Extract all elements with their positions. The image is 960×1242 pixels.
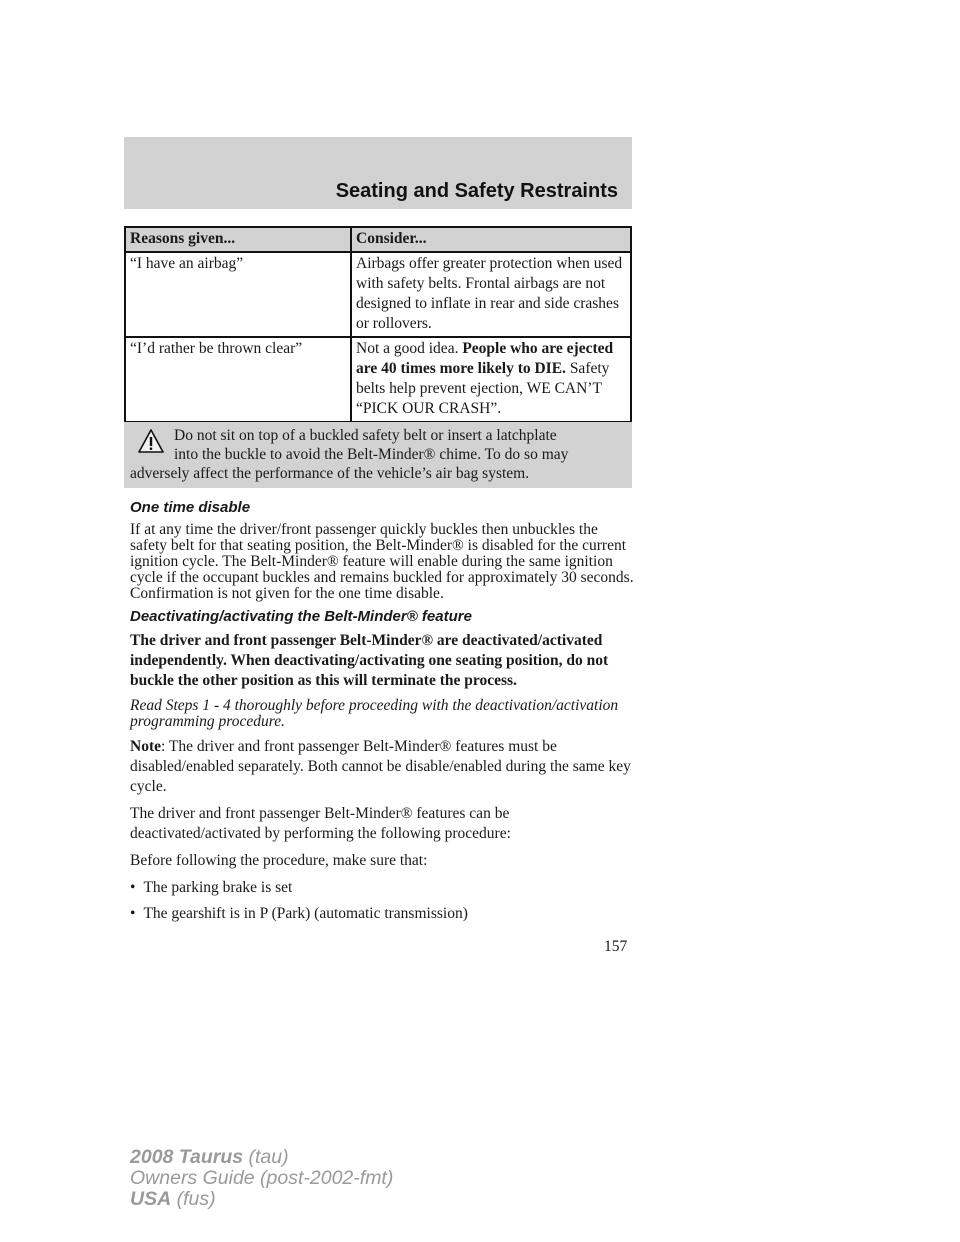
read-steps-para: Read Steps 1 - 4 thoroughly before proceeding with the deactivation/activation programming procedure. bbox=[130, 697, 619, 730]
table-header-row bbox=[125, 227, 631, 252]
bullet-gearshift: The gearshift is in P (Park) (automatic transmission) bbox=[143, 905, 468, 922]
footer-imprint bbox=[130, 1147, 393, 1210]
list-item: • The gearshift is in P (Park) (automatic transmission) bbox=[130, 905, 468, 922]
table-cell-consider: Airbags offer greater protection when used with safety belts. Frontal airbags are not designed to inflate in rear and side crashes or rollovers. bbox=[351, 252, 631, 337]
table-cell-reason: “I have an airbag” bbox=[125, 252, 351, 337]
independent-deactivation-para: The driver and front passenger Belt-Minder® are deactivated/activated independently. When deactivating/activating one seating position, do not buckle the other position as this will terminate the process. bbox=[130, 632, 609, 689]
warning-line-3: adversely affect the performance of the vehicle’s air bag system. bbox=[130, 465, 530, 482]
main-content bbox=[130, 500, 635, 930]
warning-line-2: into the buckle to avoid the Belt-Minder® chime. To do so may bbox=[174, 446, 569, 463]
deactivating-heading: Deactivating/activating the Belt-Minder® feature bbox=[130, 608, 472, 625]
note-label: Note bbox=[130, 738, 161, 755]
reasons-table bbox=[124, 226, 632, 423]
footer-market: USA bbox=[130, 1188, 172, 1210]
page-number: 157 bbox=[604, 938, 628, 955]
table-row bbox=[125, 337, 631, 422]
footer-model: 2008 Taurus bbox=[130, 1146, 244, 1168]
before-procedure-para: Before following the procedure, make sure that: bbox=[130, 852, 428, 869]
table-header-consider: Consider... bbox=[351, 227, 631, 252]
footer-line-2: Owners Guide (post-2002-fmt) bbox=[130, 1167, 394, 1189]
warning-box bbox=[124, 422, 632, 488]
procedure-intro-para: The driver and front passenger Belt-Minder® features can be deactivated/activated by performing the following procedure: bbox=[130, 805, 511, 842]
footer-line-3 bbox=[130, 1189, 393, 1210]
section-header-band bbox=[124, 137, 632, 209]
footer-market-code: (fus) bbox=[171, 1188, 216, 1210]
note-para bbox=[130, 737, 635, 797]
section-title: Seating and Safety Restraints bbox=[335, 180, 618, 202]
footer-model-code: (tau) bbox=[243, 1146, 289, 1168]
warning-line-1: Do not sit on top of a buckled safety belt or insert a latchplate bbox=[174, 427, 557, 444]
note-text: : The driver and front passenger Belt-Minder® features must be disabled/enabled separately. Both cannot be disable/enabled during the same key cycle. bbox=[130, 738, 631, 795]
bullet-parking-brake: The parking brake is set bbox=[143, 879, 293, 896]
footer-line-1 bbox=[130, 1147, 393, 1168]
consider-intro: Not a good idea. bbox=[356, 340, 463, 357]
warning-triangle-icon bbox=[138, 429, 164, 458]
one-time-disable-body: If at any time the driver/front passenger quickly buckles then unbuckles the safety belt for that seating position, the Belt-Minder® is disabled for the current ignition cycle. The Belt-Minder® feature will enable during the same ignition cycle if the occupant buckles and remains buckled for approximately 30 seconds. Confirmation is not given for the one time disable. bbox=[130, 521, 634, 602]
one-time-disable-heading: One time disable bbox=[130, 499, 251, 516]
table-row bbox=[125, 252, 631, 337]
consider-emphasis: People who are ejected are 40 times more likely to DIE. bbox=[356, 340, 614, 377]
list-item: • The parking brake is set bbox=[130, 879, 293, 896]
consider-rest: Safety belts help prevent ejection, WE CAN’T “PICK OUR CRASH”. bbox=[356, 360, 610, 417]
table-header-reasons: Reasons given... bbox=[125, 227, 351, 252]
table-cell-reason: “I’d rather be thrown clear” bbox=[125, 337, 351, 422]
table-cell-consider bbox=[351, 337, 631, 422]
